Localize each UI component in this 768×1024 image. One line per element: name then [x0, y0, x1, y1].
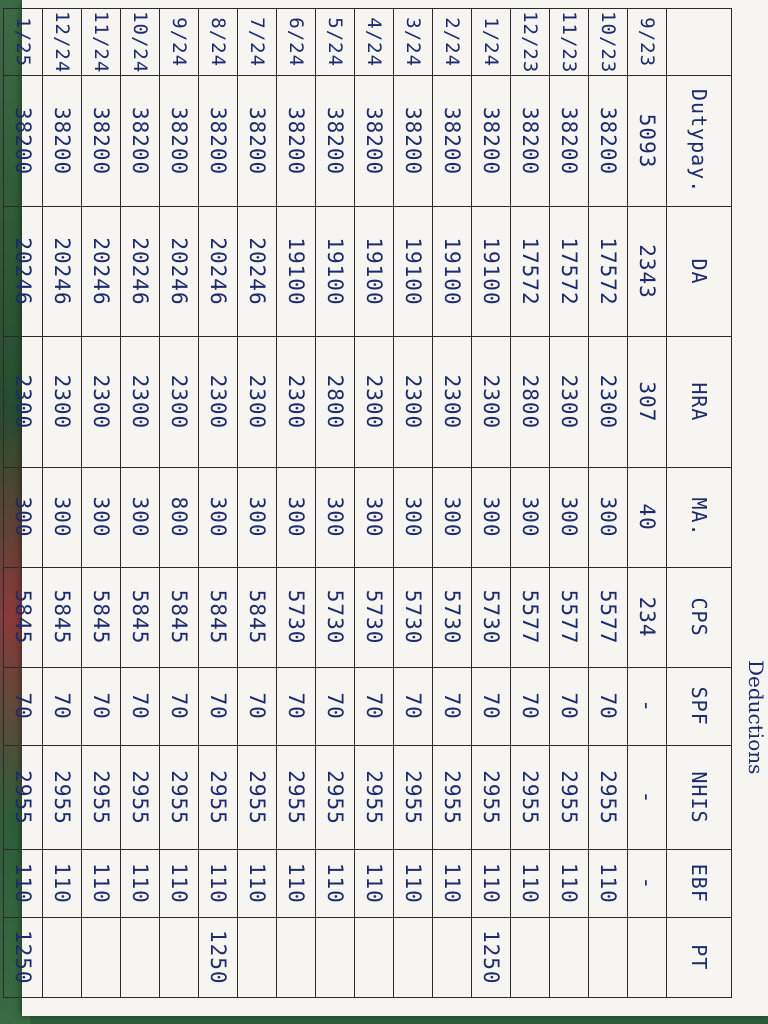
cell-ma: 800 [160, 467, 199, 567]
cell-nhis: 2955 [160, 745, 199, 849]
header-ebf: EBF [667, 850, 732, 917]
table-row [43, 9, 82, 998]
cell-hra: 2300 [355, 337, 394, 467]
cell-hra: 2300 [4, 337, 43, 467]
cell-hra: 2300 [160, 337, 199, 467]
cell-spf: 70 [433, 667, 472, 745]
ledger-body [4, 9, 667, 998]
cell-nhis: - [628, 745, 667, 849]
cell-ma: 300 [394, 467, 433, 567]
cell-cps: 234 [628, 567, 667, 667]
header-hra: HRA [667, 337, 732, 467]
cell-cps: 5845 [43, 567, 82, 667]
cell-ma: 300 [355, 467, 394, 567]
cell-ma: 300 [43, 467, 82, 567]
cell-pt [355, 917, 394, 997]
cell-nhis: 2955 [199, 745, 238, 849]
cell-duty-pay: 38200 [121, 76, 160, 206]
cell-ma: 300 [550, 467, 589, 567]
cell-hra: 2300 [472, 337, 511, 467]
cell-ebf: 110 [550, 850, 589, 917]
cell-spf: 70 [121, 667, 160, 745]
table-row [589, 9, 628, 998]
cell-pt [394, 917, 433, 997]
cell-pt [277, 917, 316, 997]
cell-ebf: 110 [316, 850, 355, 917]
table-row [316, 9, 355, 998]
cell-pt [433, 917, 472, 997]
header-row [667, 9, 732, 998]
cell-nhis: 2955 [82, 745, 121, 849]
cell-cps: 5845 [199, 567, 238, 667]
cell-duty-pay: 38200 [43, 76, 82, 206]
cell-nhis: 2955 [355, 745, 394, 849]
cell-nhis: 2955 [43, 745, 82, 849]
cell-hra: 2300 [277, 337, 316, 467]
cell-cps: 5577 [511, 567, 550, 667]
cell-month: 11/23 [550, 9, 589, 76]
header-cps: CPS [667, 567, 732, 667]
cell-da: 17572 [511, 206, 550, 336]
cell-spf: 70 [238, 667, 277, 745]
table-row [394, 9, 433, 998]
cell-spf: 70 [199, 667, 238, 745]
cell-pt [121, 917, 160, 997]
cell-spf: - [628, 667, 667, 745]
cell-da: 20246 [43, 206, 82, 336]
cell-month: 1/25 [4, 9, 43, 76]
cell-month: 8/24 [199, 9, 238, 76]
cell-nhis: 2955 [4, 745, 43, 849]
cell-nhis: 2955 [394, 745, 433, 849]
cell-month: 1/24 [472, 9, 511, 76]
table-row [472, 9, 511, 998]
cell-spf: 70 [316, 667, 355, 745]
cell-month: 9/23 [628, 9, 667, 76]
table-row [550, 9, 589, 998]
cell-pt [550, 917, 589, 997]
cell-hra: 2300 [589, 337, 628, 467]
cell-da: 2343 [628, 206, 667, 336]
table-row [121, 9, 160, 998]
cell-spf: 70 [550, 667, 589, 745]
cell-da: 17572 [550, 206, 589, 336]
cell-month: 9/24 [160, 9, 199, 76]
cell-month: 12/24 [43, 9, 82, 76]
cell-month: 2/24 [433, 9, 472, 76]
cell-duty-pay: 38200 [4, 76, 43, 206]
cell-da: 20246 [199, 206, 238, 336]
cell-spf: 70 [511, 667, 550, 745]
cell-hra: 2300 [199, 337, 238, 467]
cell-cps: 5730 [277, 567, 316, 667]
cell-month: 5/24 [316, 9, 355, 76]
cell-spf: 70 [394, 667, 433, 745]
cell-spf: 70 [160, 667, 199, 745]
cell-hra: 2300 [121, 337, 160, 467]
cell-cps: 5845 [160, 567, 199, 667]
cell-spf: 70 [589, 667, 628, 745]
cell-cps: 5730 [433, 567, 472, 667]
cell-ma: 300 [316, 467, 355, 567]
cell-ebf: 110 [511, 850, 550, 917]
cell-duty-pay: 38200 [550, 76, 589, 206]
cell-cps: 5845 [121, 567, 160, 667]
cell-duty-pay: 5093 [628, 76, 667, 206]
header-nhis: NHIS [667, 745, 732, 849]
header-pt: PT [667, 917, 732, 997]
cell-cps: 5577 [550, 567, 589, 667]
cell-spf: 70 [472, 667, 511, 745]
cell-spf: 70 [43, 667, 82, 745]
cell-duty-pay: 38200 [160, 76, 199, 206]
cell-cps: 5730 [355, 567, 394, 667]
cell-spf: 70 [4, 667, 43, 745]
cell-ebf: 110 [4, 850, 43, 917]
header-da: DA [667, 206, 732, 336]
cell-pt [316, 917, 355, 997]
cell-nhis: 2955 [550, 745, 589, 849]
cell-pt: 1250 [4, 917, 43, 997]
cell-ebf: 110 [82, 850, 121, 917]
cell-ebf: 110 [394, 850, 433, 917]
cell-month: 3/24 [394, 9, 433, 76]
cell-nhis: 2955 [121, 745, 160, 849]
cell-da: 19100 [394, 206, 433, 336]
salary-table [3, 8, 732, 998]
cell-pt [43, 917, 82, 997]
cell-ma: 300 [82, 467, 121, 567]
cell-ebf: 110 [277, 850, 316, 917]
cell-month: 12/23 [511, 9, 550, 76]
cell-month: 11/24 [82, 9, 121, 76]
cell-pt: 1250 [472, 917, 511, 997]
cell-ma: 300 [277, 467, 316, 567]
cell-ma: 300 [589, 467, 628, 567]
cell-pt [82, 917, 121, 997]
cell-da: 20246 [4, 206, 43, 336]
cell-hra: 307 [628, 337, 667, 467]
cell-ebf: 110 [589, 850, 628, 917]
cell-ebf: 110 [43, 850, 82, 917]
cell-da: 19100 [277, 206, 316, 336]
cell-month: 10/23 [589, 9, 628, 76]
cell-duty-pay: 38200 [355, 76, 394, 206]
cell-ma: 300 [4, 467, 43, 567]
cell-duty-pay: 38200 [511, 76, 550, 206]
cell-ma: 40 [628, 467, 667, 567]
cell-ma: 300 [433, 467, 472, 567]
cell-hra: 2300 [394, 337, 433, 467]
cell-nhis: 2955 [511, 745, 550, 849]
cell-hra: 2300 [82, 337, 121, 467]
cell-nhis: 2955 [472, 745, 511, 849]
cell-month: 10/24 [121, 9, 160, 76]
table-row [433, 9, 472, 998]
cell-da: 20246 [160, 206, 199, 336]
cell-ebf: 110 [238, 850, 277, 917]
cell-hra: 2800 [511, 337, 550, 467]
cell-da: 19100 [355, 206, 394, 336]
table-row [199, 9, 238, 998]
cell-duty-pay: 38200 [316, 76, 355, 206]
cell-nhis: 2955 [433, 745, 472, 849]
table-row [277, 9, 316, 998]
rotated-ledger-sheet [11, 0, 768, 1016]
cell-month: 6/24 [277, 9, 316, 76]
cell-da: 19100 [316, 206, 355, 336]
cell-cps: 5730 [394, 567, 433, 667]
cell-duty-pay: 38200 [238, 76, 277, 206]
cell-cps: 5845 [4, 567, 43, 667]
cell-cps: 5730 [472, 567, 511, 667]
cell-da: 20246 [82, 206, 121, 336]
cell-pt: 1250 [199, 917, 238, 997]
cell-duty-pay: 38200 [472, 76, 511, 206]
cell-ma: 300 [199, 467, 238, 567]
cell-nhis: 2955 [589, 745, 628, 849]
cell-ebf: 110 [121, 850, 160, 917]
cell-duty-pay: 38200 [394, 76, 433, 206]
table-row [82, 9, 121, 998]
cell-da: 19100 [472, 206, 511, 336]
cell-nhis: 2955 [316, 745, 355, 849]
cell-duty-pay: 38200 [82, 76, 121, 206]
cell-pt [511, 917, 550, 997]
deductions-heading: Deductions [744, 660, 768, 775]
header-spf: SPF [667, 667, 732, 745]
header-ma: MA. [667, 467, 732, 567]
cell-ebf: 110 [433, 850, 472, 917]
cell-cps: 5577 [589, 567, 628, 667]
cell-hra: 2800 [316, 337, 355, 467]
cell-pt [160, 917, 199, 997]
table-row [355, 9, 394, 998]
cell-da: 20246 [121, 206, 160, 336]
cell-ma: 300 [511, 467, 550, 567]
cell-spf: 70 [277, 667, 316, 745]
cell-pt [238, 917, 277, 997]
cell-pt [628, 917, 667, 997]
cell-cps: 5730 [316, 567, 355, 667]
table-row [238, 9, 277, 998]
table-row [160, 9, 199, 998]
cell-cps: 5845 [82, 567, 121, 667]
cell-da: 20246 [238, 206, 277, 336]
cell-cps: 5845 [238, 567, 277, 667]
cell-da: 19100 [433, 206, 472, 336]
cell-hra: 2300 [238, 337, 277, 467]
cell-hra: 2300 [43, 337, 82, 467]
cell-duty-pay: 38200 [433, 76, 472, 206]
cell-nhis: 2955 [238, 745, 277, 849]
cell-duty-pay: 38200 [199, 76, 238, 206]
header-month [667, 9, 732, 76]
cell-hra: 2300 [550, 337, 589, 467]
cell-ma: 300 [472, 467, 511, 567]
cell-hra: 2300 [433, 337, 472, 467]
cell-ebf: 110 [160, 850, 199, 917]
cell-ma: 300 [238, 467, 277, 567]
cell-ebf: 110 [199, 850, 238, 917]
cell-ma: 300 [121, 467, 160, 567]
cell-duty-pay: 38200 [277, 76, 316, 206]
table-row [511, 9, 550, 998]
cell-spf: 70 [355, 667, 394, 745]
cell-ebf: 110 [472, 850, 511, 917]
cell-nhis: 2955 [277, 745, 316, 849]
cell-da: 17572 [589, 206, 628, 336]
cell-duty-pay: 38200 [589, 76, 628, 206]
table-row [4, 9, 43, 998]
cell-pt [589, 917, 628, 997]
cell-ebf: 110 [355, 850, 394, 917]
table-row [628, 9, 667, 998]
cell-month: 4/24 [355, 9, 394, 76]
cell-ebf: - [628, 850, 667, 917]
cell-spf: 70 [82, 667, 121, 745]
cell-month: 7/24 [238, 9, 277, 76]
header-duty-pay: Dutypay. [667, 76, 732, 206]
